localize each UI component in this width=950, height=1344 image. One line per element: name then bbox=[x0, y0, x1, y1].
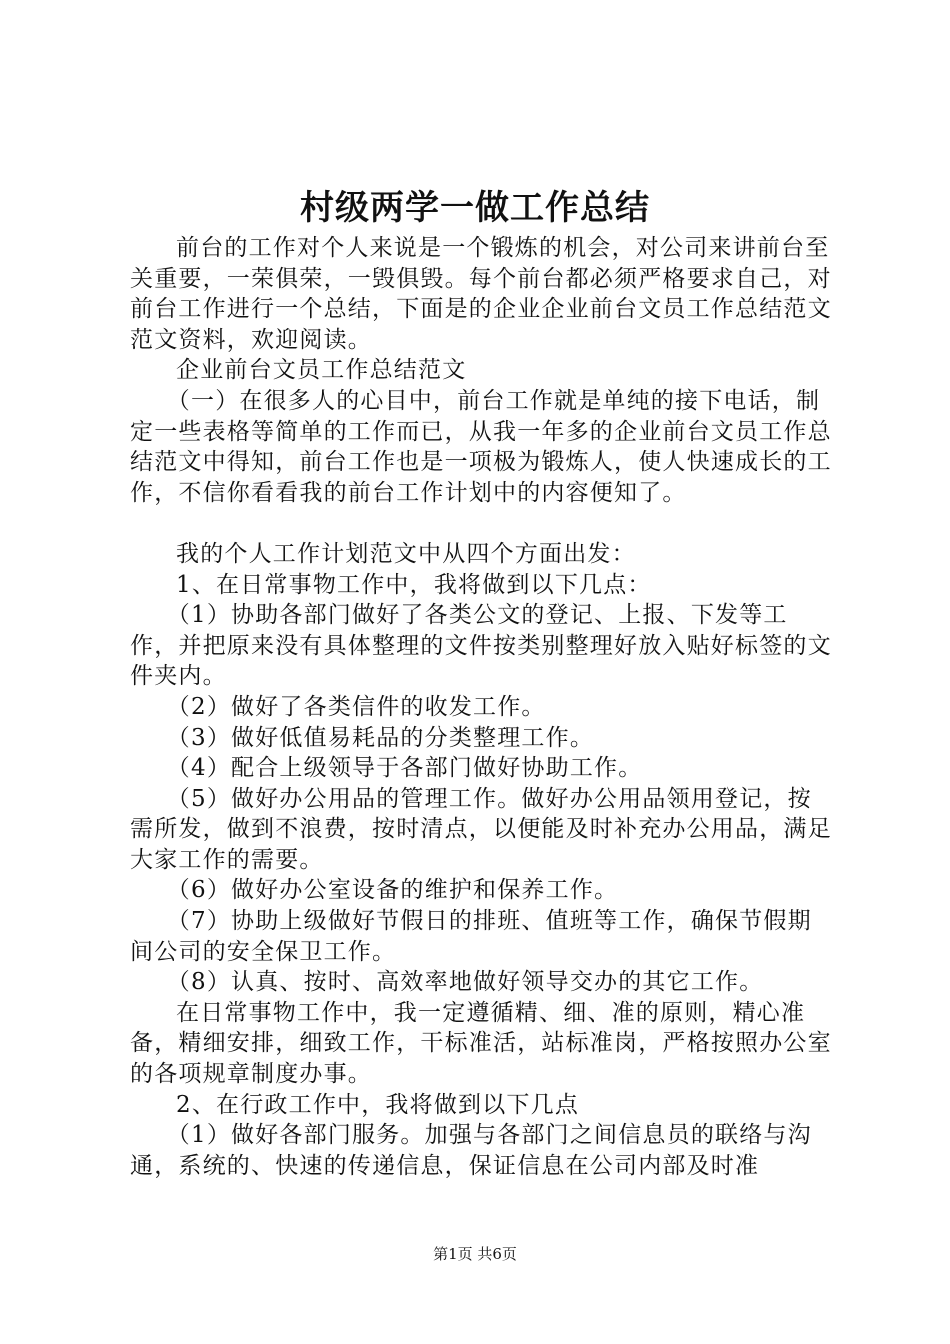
paragraph-list-item: （8）认真、按时、高效率地做好领导交办的其它工作。 bbox=[166, 969, 764, 996]
paragraph-item-heading: 1、在日常事物工作中，我将做到以下几点： bbox=[176, 571, 652, 598]
paragraph-intro: 前台的工作对个人来说是一个锻炼的机会，对公司来讲前台至关重要，一荣俱荣，一毁俱毁。每个前台都必须严格要求自己，对前台工作进行一个总结，下面是的企业企业前台文员工作总结范文范文资料，欢迎阅读。 bbox=[130, 235, 832, 353]
paragraph-list-item: （4）配合上级领导于各部门做好协助工作。 bbox=[166, 755, 643, 782]
paragraph-plan-intro: 我的个人工作计划范文中从四个方面出发： bbox=[176, 540, 636, 567]
paragraph-principles: 在日常事物工作中，我一定遵循精、细、准的原则，精心准备，精细安排，细致工作，干标准活，站标准岗，严格按照办公室的各项规章制度办事。 bbox=[130, 999, 832, 1088]
blank-line bbox=[130, 508, 834, 539]
page-number-footer: 第1页 共6页 bbox=[433, 1245, 517, 1263]
paragraph-item-heading: 2、在行政工作中，我将做到以下几点 bbox=[176, 1091, 580, 1118]
paragraph-subtitle: 企业前台文员工作总结范文 bbox=[176, 357, 467, 384]
paragraph-list-item: （1）协助各部门做好了各类公文的登记、上报、下发等工作，并把原来没有具体整理的文件按类别整理好放入贴好标签的文件夹内。 bbox=[130, 602, 832, 690]
document-body bbox=[130, 233, 834, 1181]
paragraph-list-item: （2）做好了各类信件的收发工作。 bbox=[166, 693, 546, 720]
paragraph-section-one: （一）在很多人的心目中，前台工作就是单纯的接下电话，制定一些表格等简单的工作而已，从我一年多的企业前台文员工作总结范文中得知，前台工作也是一项极为锻炼人，使人快速成长的工作，不信你看看我的前台工作计划中的内容便知了。 bbox=[130, 387, 832, 506]
paragraph-list-item: （7）协助上级做好节假日的排班、值班等工作，确保节假期间公司的安全保卫工作。 bbox=[130, 908, 812, 965]
paragraph-list-item: （5）做好办公用品的管理工作。做好办公用品领用登记，按需所发，做到不浪费，按时清点，以便能及时补充办公用品，满足大家工作的需要。 bbox=[130, 785, 832, 873]
paragraph-list-item: （6）做好办公室设备的维护和保养工作。 bbox=[166, 877, 619, 904]
paragraph-list-item: （3）做好低值易耗品的分类整理工作。 bbox=[166, 724, 595, 751]
paragraph-list-item: （1）做好各部门服务。加强与各部门之间信息员的联络与沟通，系统的、快速的传递信息，保证信息在公司内部及时准 bbox=[130, 1122, 812, 1179]
document-title: 村级两学一做工作总结 bbox=[300, 188, 650, 228]
